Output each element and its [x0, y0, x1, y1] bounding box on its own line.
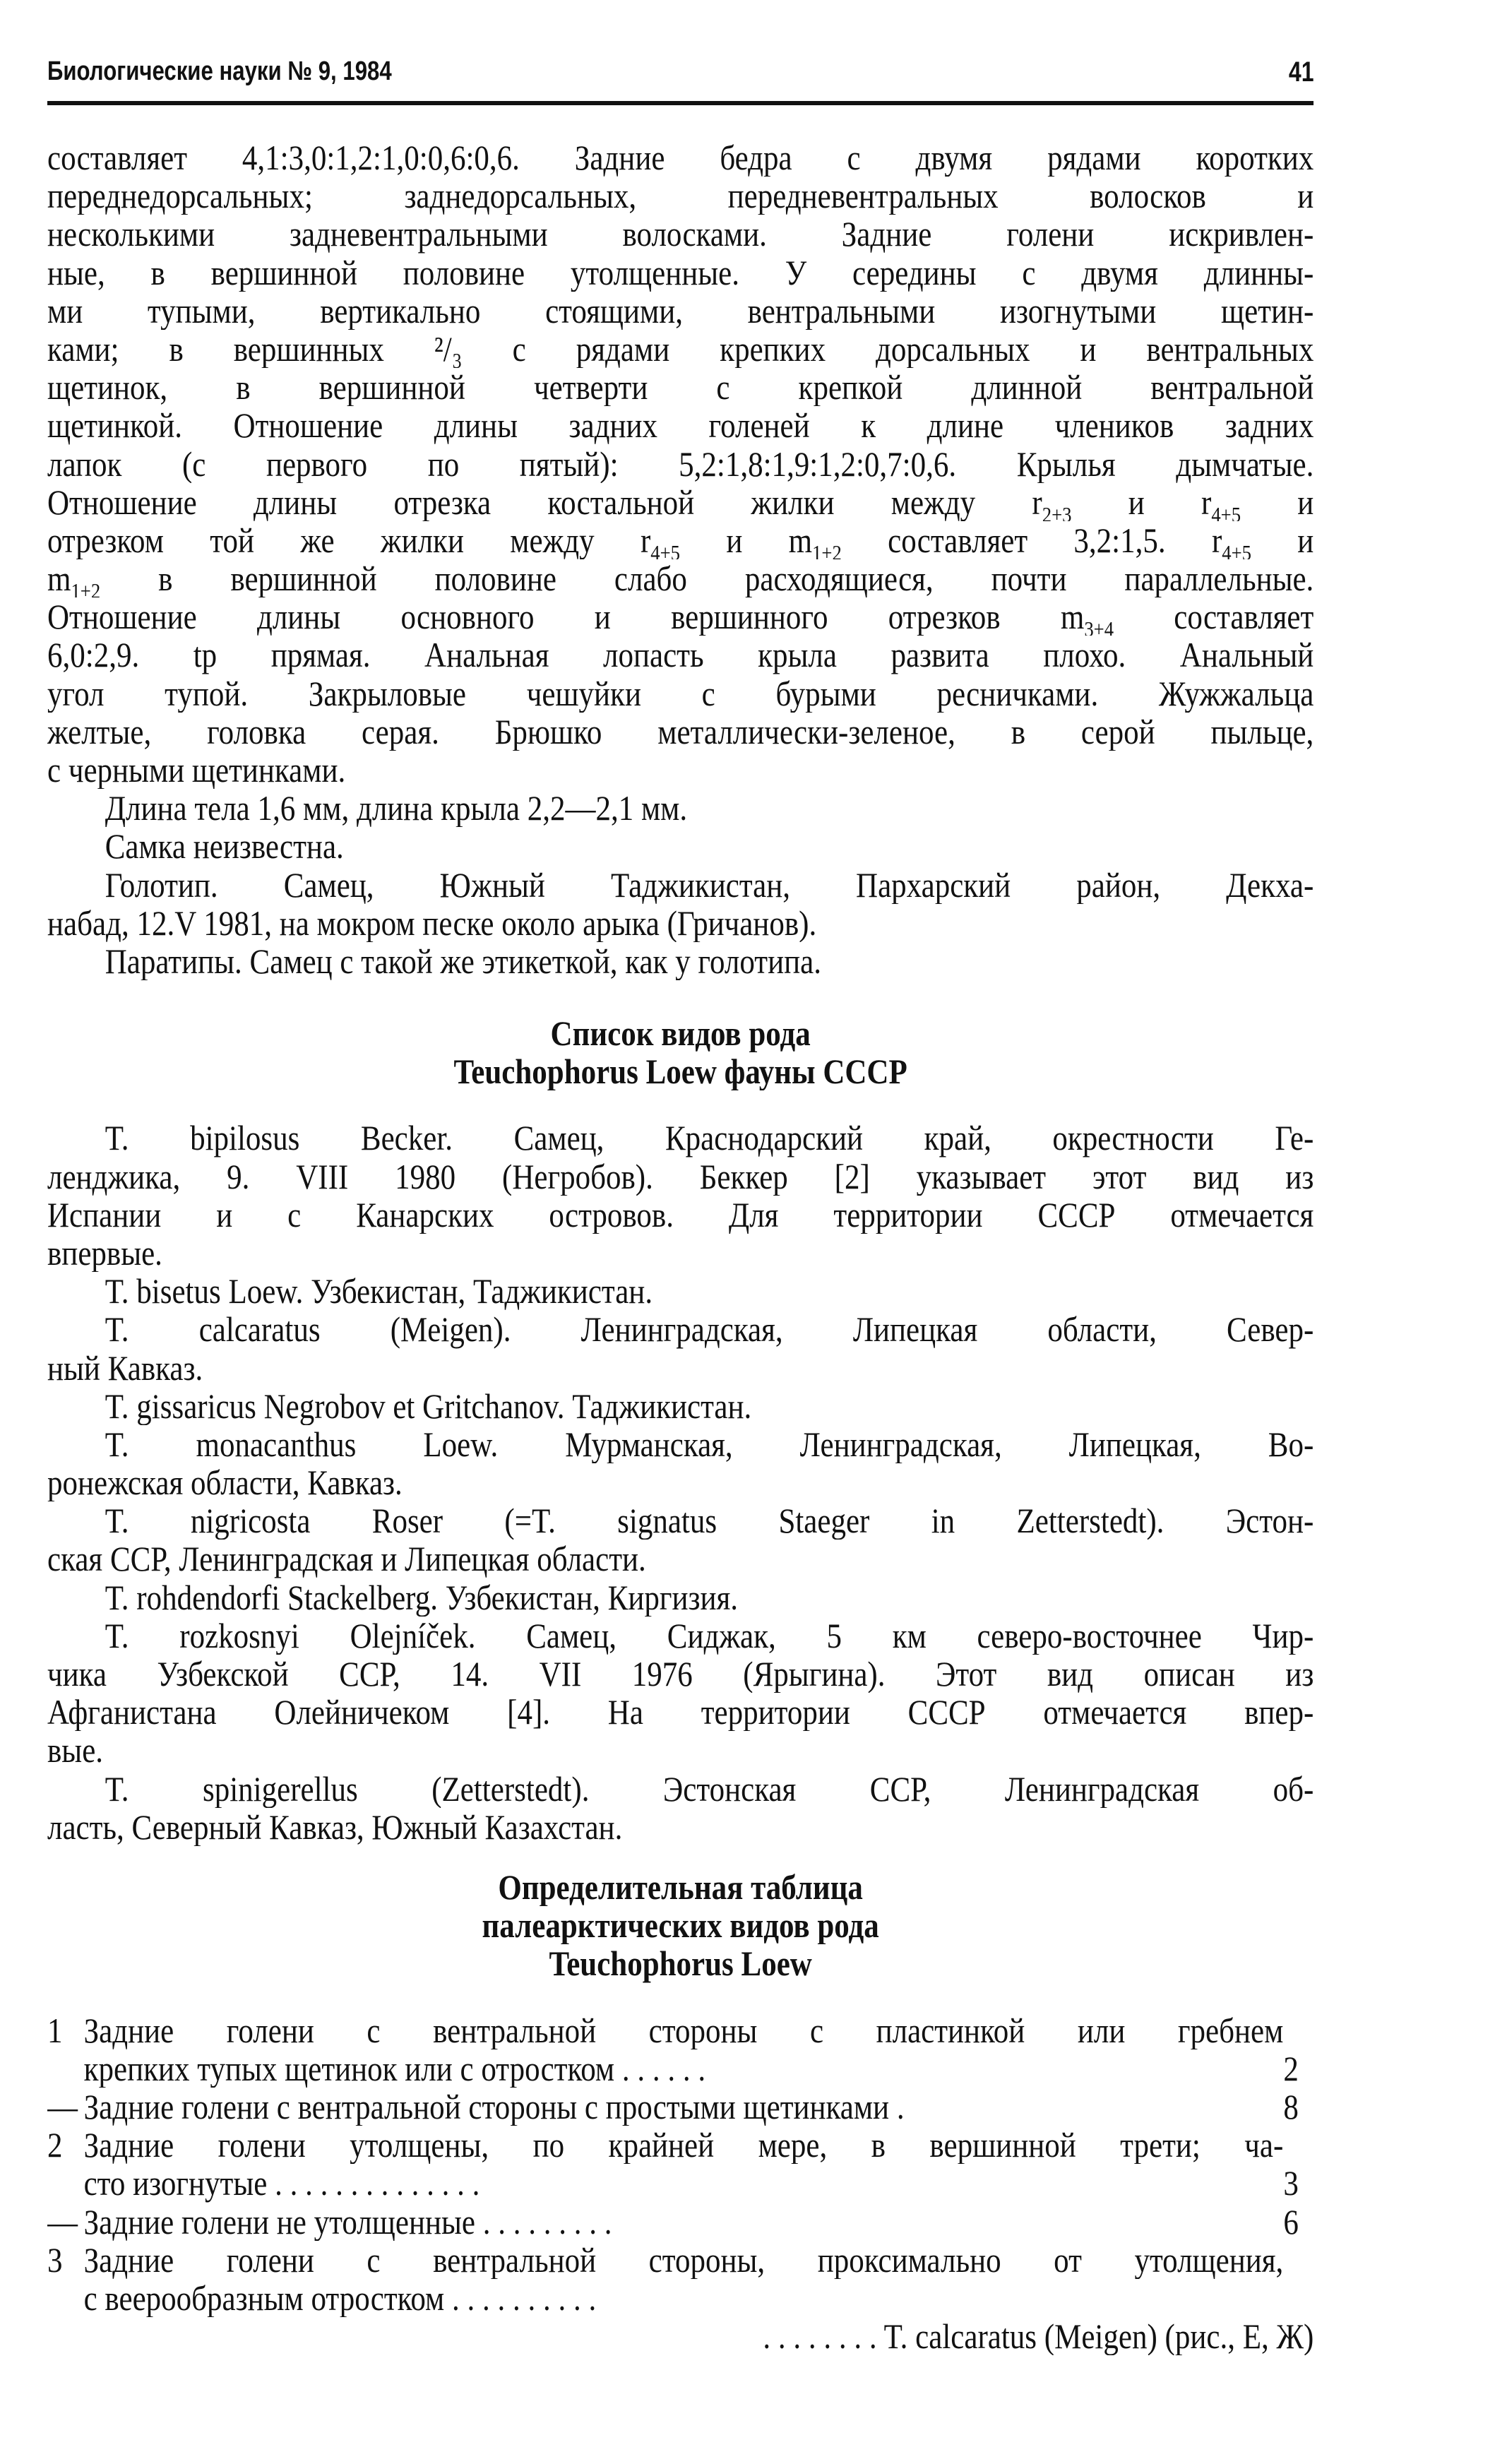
species-entry-line: T. spinigerellus (Zetterstedt). Эстонская ССР, Ленинградская об- [105, 1769, 1314, 1808]
key-couplet-line [47, 2279, 1314, 2317]
species-entry-line: T. monacanthus Loew. Мурманская, Ленинградская, Липецкая, Во- [105, 1424, 1314, 1464]
couplet-number: — [47, 2202, 78, 2241]
text-line: составляет 4,1:3,0:1,2:1,0:0,6:0,6. Задние бедра с двумя рядами коротких [47, 138, 1314, 177]
text-run: составляет 3,2:1,5. r [841, 520, 1222, 560]
couplet-text: Задние голени с вентральной стороны с пластинкой или гребнем [83, 2011, 1284, 2049]
subscript: 2+3 [1042, 501, 1072, 521]
text-line: переднедорсальных; заднедорсальных, передневентральных волосков и [47, 177, 1314, 215]
species-entry-line: T. rohdendorfi Stackelberg. Узбекистан, Киргизия. [105, 1578, 739, 1617]
running-header [47, 56, 1314, 96]
subscript: 1+2 [812, 540, 842, 560]
species-entry-line: ленджика, 9. VIII 1980 (Негробов). Беккер [2] указывает этот вид из [47, 1157, 1314, 1196]
key-couplet-line [47, 2088, 1314, 2126]
species-entry-line: ронежская области, Кавказ. [47, 1463, 403, 1502]
identification-key-section [47, 1868, 1314, 2355]
text-line: несколькими задневентральными волосками. Задние голени искривлен- [47, 215, 1314, 254]
subscript: 1+2 [71, 578, 101, 598]
species-entry-line: ская ССР, Ленинградская и Липецкая области. [47, 1540, 646, 1578]
text-run: отрезком той же жилки между r [47, 520, 651, 560]
text-run: m [47, 559, 71, 598]
text-line: 6,0:2,9. tp прямая. Анальная лопасть крыла развита плохо. Анальный [47, 636, 1314, 674]
couplet-text: с веерообразным отростком . . . . . . . . . . [83, 2278, 597, 2318]
section-heading: Список видов рода [550, 1014, 811, 1053]
text-run: составляет [1114, 597, 1314, 636]
couplet-text: крепких тупых щетинок или с отростком . . . . . . [83, 2049, 706, 2088]
text-line: угол тупой. Закрыловые чешуйки с бурыми ресничками. Жужжальца [47, 674, 1314, 713]
subscript: 4+5 [1222, 540, 1251, 560]
species-list-section [47, 1014, 1314, 1846]
couplet-target[interactable]: 2 [1283, 2049, 1299, 2088]
subscript: 4+5 [1211, 501, 1241, 521]
page-number: 41 [1288, 56, 1314, 88]
text-run: Отношение длины отрезка костальной жилки между r [47, 482, 1042, 521]
subscript: 4+5 [650, 540, 680, 560]
subscript: 3+4 [1084, 617, 1114, 636]
key-final-line: . . . . . . . . T. calcaratus (Meigen) (рис., Е, Ж) [763, 2317, 1314, 2356]
species-entry-line: T. gissaricus Negrobov et Gritchanov. Таджикистан. [105, 1386, 752, 1425]
text-line: лапок (с первого по пятый): 5,2:1,8:1,9:1,2:0,7:0,6. Крылья дымчатые. [47, 444, 1314, 483]
text-line: щетинкой. Отношение длины задних голеней к длине члеников задних [47, 406, 1314, 445]
species-entry-line: вые. [47, 1731, 104, 1770]
key-couplet-line [47, 2241, 1314, 2279]
couplet-number: 1 [47, 2011, 63, 2049]
section-heading: Teuchophorus Loew фауны СССР [453, 1052, 907, 1091]
text-line [47, 483, 1314, 521]
header-rule [47, 101, 1314, 105]
section-heading: палеарктических видов рода [482, 1906, 879, 1945]
section-heading: Teuchophorus Loew [549, 1944, 812, 1983]
couplet-text: Задние голени утолщены, по крайней мере, в вершинной трети; ча- [83, 2126, 1284, 2165]
text-run: в вершинной половине слабо расходящиеся, почти параллельные. [100, 559, 1314, 598]
text-line: желтые, головка серая. Брюшко металлически-зеленое, в серой пыльце, [47, 712, 1314, 751]
couplet-target[interactable]: 8 [1283, 2087, 1299, 2126]
paratypes: Паратипы. Самец с такой же этикеткой, как у голотипа. [105, 941, 821, 981]
couplet-number: — [47, 2087, 78, 2126]
species-entry-line: ный Кавказ. [47, 1348, 203, 1387]
species-entry-line: впервые. [47, 1233, 162, 1273]
species-entry-line: T. nigricosta Roser (=T. signatus Staeger in Zetterstedt). Эстон- [105, 1501, 1314, 1540]
text-line [47, 597, 1314, 636]
key-couplet-line [47, 2126, 1314, 2164]
species-entry-line: T. rozkosnyi Olejníček. Самец, Сиджак, 5 км северо-восточнее Чир- [105, 1616, 1314, 1655]
journal-title: Биологические науки № 9, 1984 [47, 56, 392, 86]
couplet-target[interactable]: 3 [1283, 2164, 1299, 2203]
text-line: ками; в вершинных ²/₃ с рядами крепких дорсальных и вентральных [47, 329, 1314, 369]
couplet-text: Задние голени с вентральной стороны, проксимально от утолщения, [83, 2240, 1284, 2279]
text-run: и [1241, 482, 1314, 521]
text-line: ные, в вершинной половине утолщенные. У середины с двумя длинны- [47, 253, 1314, 292]
holotype-line: набад, 12.V 1981, на мокром песке около арыка (Гричанов). [47, 903, 817, 942]
couplet-text: Задние голени не утолщенные . . . . . . . . . [83, 2202, 612, 2241]
key-couplet-line [47, 2203, 1314, 2241]
key-couplet-line [47, 2164, 1314, 2202]
female-note: Самка неизвестна. [105, 827, 344, 866]
section-heading: Определительная таблица [498, 1868, 863, 1907]
species-entry-line: ласть, Северный Кавказ, Южный Казахстан. [47, 1807, 623, 1846]
text-line: ми тупыми, вертикально стоящими, вентральными изогнутыми щетин- [47, 291, 1314, 330]
text-line: щетинок, в вершинной четверти с крепкой длинной вентральной [47, 368, 1314, 407]
couplet-text: сто изогнутые . . . . . . . . . . . . . . [83, 2164, 480, 2203]
text-line [47, 521, 1314, 559]
text-run: и m [679, 520, 813, 560]
couplet-number: 2 [47, 2126, 63, 2165]
holotype-line: Голотип. Самец, Южный Таджикистан, Пархарский район, Декха- [105, 865, 1314, 904]
species-entry-line: Испании и с Канарских островов. Для территории СССР отмечается [47, 1195, 1314, 1234]
text-line [47, 559, 1314, 597]
species-entry-line: T. calcaratus (Meigen). Ленинградская, Липецкая области, Север- [105, 1310, 1314, 1349]
key-couplet-line [47, 2011, 1314, 2049]
text-run: и [1251, 520, 1314, 560]
text-run: и r [1071, 482, 1212, 521]
couplet-text: Задние голени с вентральной стороны с простыми щетинками . [83, 2087, 905, 2126]
species-entry-line: чика Узбекской ССР, 14. VII 1976 (Ярыгина). Этот вид описан из [47, 1655, 1314, 1694]
text-run: Отношение длины основного и вершинного отрезков m [47, 597, 1085, 636]
measurements: Длина тела 1,6 мм, длина крыла 2,2—2,1 мм. [105, 789, 688, 828]
key-couplet-line [47, 2049, 1314, 2088]
couplet-target[interactable]: 6 [1283, 2202, 1299, 2241]
species-description [47, 138, 1314, 980]
species-entry-line: T. bipilosus Becker. Самец, Краснодарский край, окрестности Ге- [105, 1119, 1314, 1157]
text-line: с черными щетинками. [47, 751, 346, 790]
couplet-number: 3 [47, 2240, 63, 2279]
species-entry-line: T. bisetus Loew. Узбекистан, Таджикистан. [105, 1272, 653, 1311]
species-entry-line: Афганистана Олейничеком [4]. На территории СССР отмечается впер- [47, 1693, 1314, 1732]
